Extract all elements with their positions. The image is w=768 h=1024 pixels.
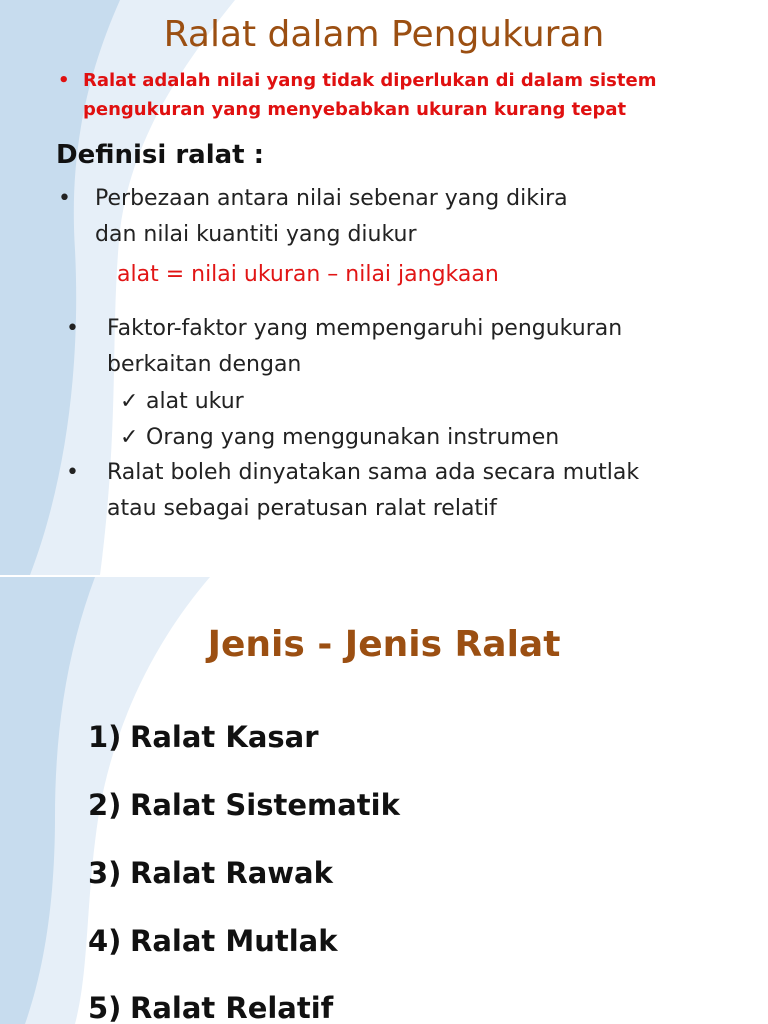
list-number: 4): [88, 924, 122, 958]
list-item: [88, 720, 319, 754]
list-label: Ralat Rawak: [130, 856, 333, 890]
factor-line-2: berkaitan dengan: [107, 352, 302, 377]
checkmark-icon: ✓: [120, 425, 139, 450]
bullet-icon: •: [66, 316, 79, 341]
list-label: Ralat Kasar: [130, 720, 319, 754]
slide-title: Jenis - Jenis Ralat: [207, 624, 561, 665]
list-number: 1): [88, 720, 122, 754]
intro-text: Ralat adalah nilai yang tidak diperlukan di dalam sistem pengukuran yang menyebabkan ukuran kurang tepat: [83, 70, 657, 120]
slide-2: [0, 577, 768, 1024]
list-item: [88, 856, 333, 890]
slide-title: Ralat dalam Pengukuran: [163, 14, 605, 55]
check-item-text: Orang yang menggunakan instrumen: [146, 425, 560, 450]
factor-line-1: Faktor-faktor yang mempengaruhi pengukuran: [107, 316, 623, 341]
formula: alat = nilai ukuran – nilai jangkaan: [117, 262, 499, 287]
check-item-text: alat ukur: [146, 389, 244, 414]
list-number: 2): [88, 788, 122, 822]
list-number: 5): [88, 991, 122, 1024]
last-line-2: atau sebagai peratusan ralat relatif: [107, 496, 497, 521]
list-number: 3): [88, 856, 122, 890]
factor-bullet: [66, 311, 726, 383]
bullet-icon: •: [58, 186, 71, 211]
definition-line-2: dan nilai kuantiti yang diukur: [95, 222, 417, 247]
list-label: Ralat Relatif: [130, 991, 334, 1024]
check-item: [120, 420, 559, 456]
list-item: [88, 924, 338, 958]
list-item: [88, 991, 333, 1024]
list-item: [88, 788, 400, 822]
checkmark-icon: ✓: [120, 389, 139, 414]
last-line-1: Ralat boleh dinyatakan sama ada secara mutlak: [107, 460, 640, 485]
check-item: [120, 384, 244, 420]
intro-bullet: [58, 66, 718, 124]
list-label: Ralat Sistematik: [130, 788, 400, 822]
definition-bullet: [58, 181, 698, 253]
definition-heading: Definisi ralat :: [56, 140, 265, 170]
definition-line-1: Perbezaan antara nilai sebenar yang dikira: [95, 186, 568, 211]
bullet-icon: •: [66, 460, 79, 485]
last-bullet: [66, 455, 726, 527]
bullet-icon: •: [58, 70, 70, 91]
list-label: Ralat Mutlak: [130, 924, 338, 958]
